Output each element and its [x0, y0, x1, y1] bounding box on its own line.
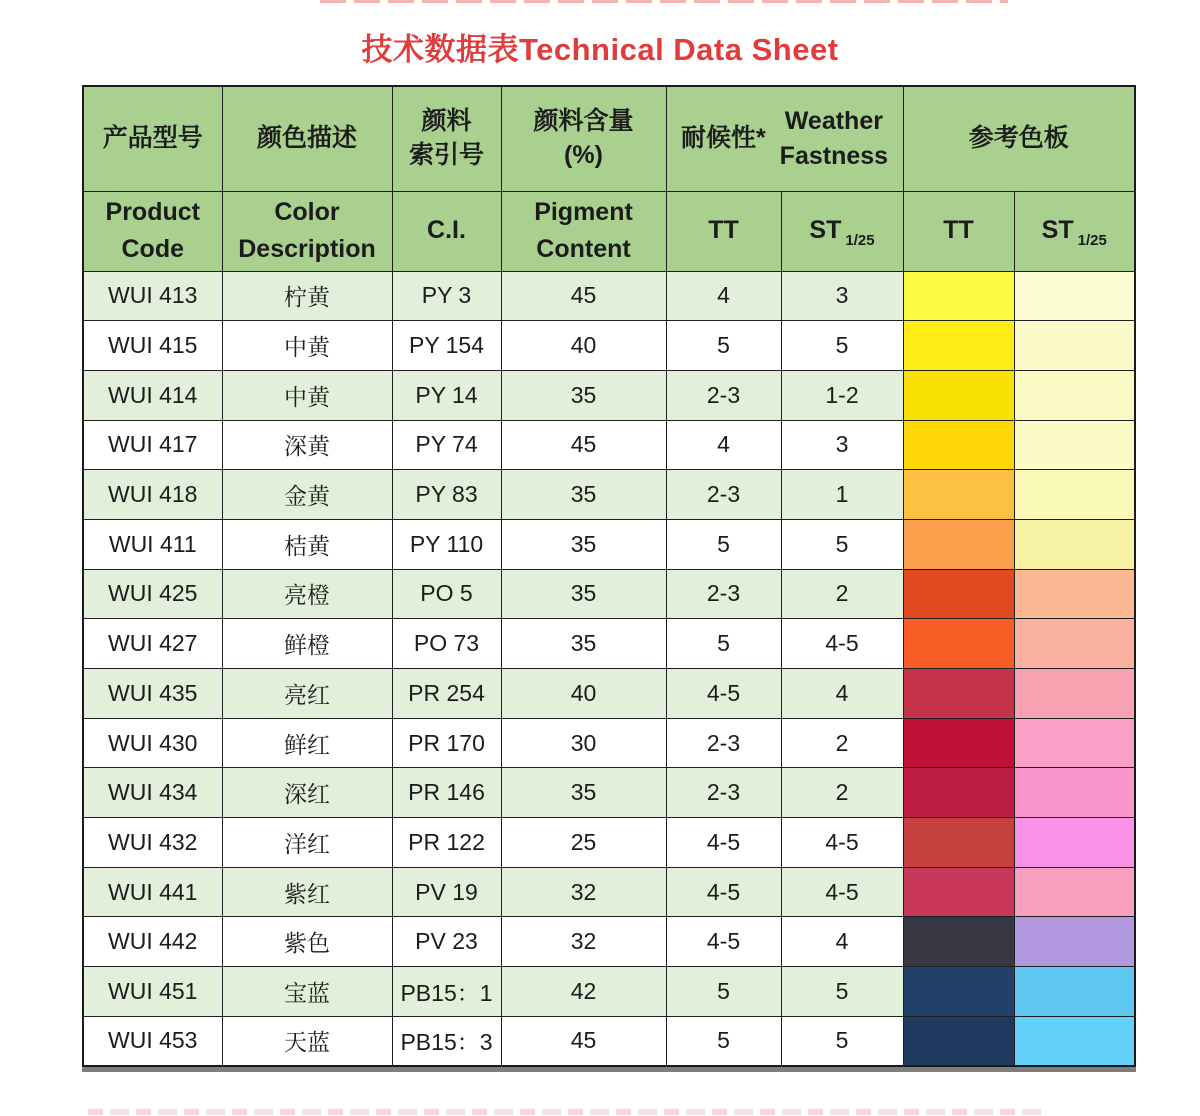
- product-code-cell: WUI 413: [83, 271, 222, 321]
- product-code-cell: WUI 427: [83, 619, 222, 669]
- color-description-cell: 鲜红: [222, 718, 392, 768]
- color-index-cell: PR 170: [392, 718, 501, 768]
- color-description-cell: 鲜橙: [222, 619, 392, 669]
- pigment-content-cell: 35: [501, 519, 666, 569]
- pigment-content-cell: 32: [501, 867, 666, 917]
- swatch-tt-cell: [903, 867, 1014, 917]
- swatch-st-cell: [1014, 420, 1135, 470]
- swatch-tt-cell: [903, 619, 1014, 669]
- weather-st-cell: 2: [781, 718, 903, 768]
- swatch-st-cell: [1014, 768, 1135, 818]
- table-wrapper: [82, 85, 1136, 1072]
- weather-st-cell: 4-5: [781, 818, 903, 868]
- weather-tt-cell: 4: [666, 420, 781, 470]
- pigment-content-cell: 42: [501, 967, 666, 1017]
- weather-tt-cell: 5: [666, 321, 781, 371]
- table-header: [83, 86, 1135, 271]
- color-index-cell: PY 83: [392, 470, 501, 520]
- color-description-cell: 中黄: [222, 370, 392, 420]
- header-color-index-zh: 颜料 索引号: [392, 86, 501, 191]
- weather-st-cell: 4-5: [781, 867, 903, 917]
- swatch-tt-cell: [903, 718, 1014, 768]
- pigment-content-cell: 32: [501, 917, 666, 967]
- header-swatch-tt: TT: [903, 191, 1014, 271]
- swatch-tt-cell: [903, 967, 1014, 1017]
- table-row: [83, 867, 1135, 917]
- color-index-cell: PO 5: [392, 569, 501, 619]
- swatch-st-cell: [1014, 519, 1135, 569]
- weather-st-cell: 1-2: [781, 370, 903, 420]
- header-pigment-content-zh: 颜料含量 (%): [501, 86, 666, 191]
- weather-tt-cell: 5: [666, 967, 781, 1017]
- color-index-cell: PY 74: [392, 420, 501, 470]
- weather-tt-cell: 4-5: [666, 818, 781, 868]
- table-row: [83, 470, 1135, 520]
- weather-tt-cell: 4-5: [666, 669, 781, 719]
- color-index-cell: PR 254: [392, 669, 501, 719]
- color-index-cell: PR 146: [392, 768, 501, 818]
- top-banner-remnant: [320, 0, 1008, 3]
- weather-tt-cell: 2-3: [666, 470, 781, 520]
- weather-tt-cell: 4-5: [666, 917, 781, 967]
- color-description-cell: 金黄: [222, 470, 392, 520]
- color-description-cell: 中黄: [222, 321, 392, 371]
- color-index-cell: PV 23: [392, 917, 501, 967]
- weather-st-cell: 5: [781, 519, 903, 569]
- pigment-content-cell: 45: [501, 420, 666, 470]
- color-index-cell: PY 3: [392, 271, 501, 321]
- weather-st-cell: 4: [781, 669, 903, 719]
- product-code-cell: WUI 453: [83, 1016, 222, 1066]
- weather-st-cell: 2: [781, 768, 903, 818]
- weather-st-cell: 5: [781, 321, 903, 371]
- header-weather-tt: TT: [666, 191, 781, 271]
- color-index-cell: PY 154: [392, 321, 501, 371]
- weather-st-cell: 3: [781, 271, 903, 321]
- header-color-description-zh: 颜色描述: [222, 86, 392, 191]
- header-swatch-st: ST $_{1/25}$: [1014, 191, 1135, 271]
- pigment-content-cell: 45: [501, 1016, 666, 1066]
- pigment-content-cell: 35: [501, 768, 666, 818]
- color-description-cell: 柠黄: [222, 271, 392, 321]
- table-row: [83, 420, 1135, 470]
- color-description-cell: 洋红: [222, 818, 392, 868]
- pigment-content-cell: 25: [501, 818, 666, 868]
- swatch-st-cell: [1014, 917, 1135, 967]
- swatch-tt-cell: [903, 569, 1014, 619]
- product-code-cell: WUI 441: [83, 867, 222, 917]
- weather-tt-cell: 5: [666, 619, 781, 669]
- swatch-st-cell: [1014, 718, 1135, 768]
- product-code-cell: WUI 430: [83, 718, 222, 768]
- swatch-tt-cell: [903, 818, 1014, 868]
- weather-tt-cell: 5: [666, 1016, 781, 1066]
- table-row: [83, 917, 1135, 967]
- header-ci-en: C.I.: [392, 191, 501, 271]
- swatch-tt-cell: [903, 420, 1014, 470]
- pigment-content-cell: 35: [501, 569, 666, 619]
- color-description-cell: 亮红: [222, 669, 392, 719]
- weather-st-cell: 1: [781, 470, 903, 520]
- product-code-cell: WUI 411: [83, 519, 222, 569]
- swatch-st-cell: [1014, 967, 1135, 1017]
- weather-st-cell: 5: [781, 1016, 903, 1066]
- swatch-tt-cell: [903, 1016, 1014, 1066]
- product-code-cell: WUI 425: [83, 569, 222, 619]
- weather-st-cell: 4-5: [781, 619, 903, 669]
- table-row: [83, 718, 1135, 768]
- color-index-cell: PV 19: [392, 867, 501, 917]
- weather-st-cell: 5: [781, 967, 903, 1017]
- color-description-cell: 深黄: [222, 420, 392, 470]
- product-code-cell: WUI 418: [83, 470, 222, 520]
- product-code-cell: WUI 434: [83, 768, 222, 818]
- table-row: [83, 967, 1135, 1017]
- swatch-tt-cell: [903, 321, 1014, 371]
- weather-tt-cell: 4-5: [666, 867, 781, 917]
- color-index-cell: PB15：3: [392, 1016, 501, 1066]
- product-code-cell: WUI 414: [83, 370, 222, 420]
- pigment-content-cell: 35: [501, 470, 666, 520]
- color-description-cell: 宝蓝: [222, 967, 392, 1017]
- footnote-clipped-text: [88, 1109, 1046, 1115]
- product-code-cell: WUI 451: [83, 967, 222, 1017]
- color-index-cell: PO 73: [392, 619, 501, 669]
- swatch-tt-cell: [903, 271, 1014, 321]
- color-description-cell: 紫色: [222, 917, 392, 967]
- table-row: [83, 1016, 1135, 1066]
- swatch-tt-cell: [903, 519, 1014, 569]
- table-row: [83, 569, 1135, 619]
- weather-tt-cell: 5: [666, 519, 781, 569]
- product-code-cell: WUI 435: [83, 669, 222, 719]
- color-description-cell: 天蓝: [222, 1016, 392, 1066]
- weather-tt-cell: 2-3: [666, 569, 781, 619]
- weather-st-cell: 4: [781, 917, 903, 967]
- product-code-cell: WUI 415: [83, 321, 222, 371]
- swatch-st-cell: [1014, 569, 1135, 619]
- header-row-en: [83, 191, 1135, 271]
- table-row: [83, 818, 1135, 868]
- page-title: 技术数据表Technical Data Sheet: [361, 32, 839, 67]
- swatch-tt-cell: [903, 370, 1014, 420]
- color-index-cell: PB15：1: [392, 967, 501, 1017]
- color-description-cell: 深红: [222, 768, 392, 818]
- table-row: [83, 519, 1135, 569]
- weather-tt-cell: 4: [666, 271, 781, 321]
- swatch-tt-cell: [903, 669, 1014, 719]
- pigment-content-cell: 40: [501, 669, 666, 719]
- swatch-st-cell: [1014, 669, 1135, 719]
- table-row: [83, 321, 1135, 371]
- header-product-code-en: Product Code: [83, 191, 222, 271]
- table-row: [83, 619, 1135, 669]
- swatch-st-cell: [1014, 470, 1135, 520]
- color-description-cell: 亮橙: [222, 569, 392, 619]
- technical-data-table: [82, 85, 1136, 1067]
- swatch-st-cell: [1014, 370, 1135, 420]
- color-description-cell: 桔黄: [222, 519, 392, 569]
- pigment-content-cell: 40: [501, 321, 666, 371]
- color-index-cell: PY 110: [392, 519, 501, 569]
- pigment-content-cell: 35: [501, 370, 666, 420]
- swatch-st-cell: [1014, 619, 1135, 669]
- header-row-zh: [83, 86, 1135, 191]
- weather-fastness-label: 耐候性* Weather Fastness: [680, 106, 889, 170]
- header-weather-fastness-group: [666, 86, 903, 191]
- header-product-code-zh: 产品型号: [83, 86, 222, 191]
- table-row: [83, 271, 1135, 321]
- weather-st-cell: 3: [781, 420, 903, 470]
- swatch-tt-cell: [903, 768, 1014, 818]
- swatch-tt-cell: [903, 470, 1014, 520]
- product-code-cell: WUI 432: [83, 818, 222, 868]
- product-code-cell: WUI 442: [83, 917, 222, 967]
- table-body: [83, 271, 1135, 1066]
- product-code-cell: WUI 417: [83, 420, 222, 470]
- table-row: [83, 768, 1135, 818]
- swatch-st-cell: [1014, 321, 1135, 371]
- swatch-st-cell: [1014, 271, 1135, 321]
- swatch-st-cell: [1014, 1016, 1135, 1066]
- header-reference-swatch-group: 参考色板: [903, 86, 1135, 191]
- table-row: [83, 370, 1135, 420]
- header-pigment-content-en: Pigment Content: [501, 191, 666, 271]
- pigment-content-cell: 35: [501, 619, 666, 669]
- pigment-content-cell: 30: [501, 718, 666, 768]
- swatch-st-cell: [1014, 818, 1135, 868]
- color-index-cell: PR 122: [392, 818, 501, 868]
- swatch-st-cell: [1014, 867, 1135, 917]
- table-row: [83, 669, 1135, 719]
- weather-st-cell: 2: [781, 569, 903, 619]
- pigment-content-cell: 45: [501, 271, 666, 321]
- header-color-description-en: Color Description: [222, 191, 392, 271]
- weather-tt-cell: 2-3: [666, 370, 781, 420]
- swatch-tt-cell: [903, 917, 1014, 967]
- color-description-cell: 紫红: [222, 867, 392, 917]
- weather-tt-cell: 2-3: [666, 768, 781, 818]
- header-weather-st: ST $_{1/25}$: [781, 191, 903, 271]
- weather-tt-cell: 2-3: [666, 718, 781, 768]
- color-index-cell: PY 14: [392, 370, 501, 420]
